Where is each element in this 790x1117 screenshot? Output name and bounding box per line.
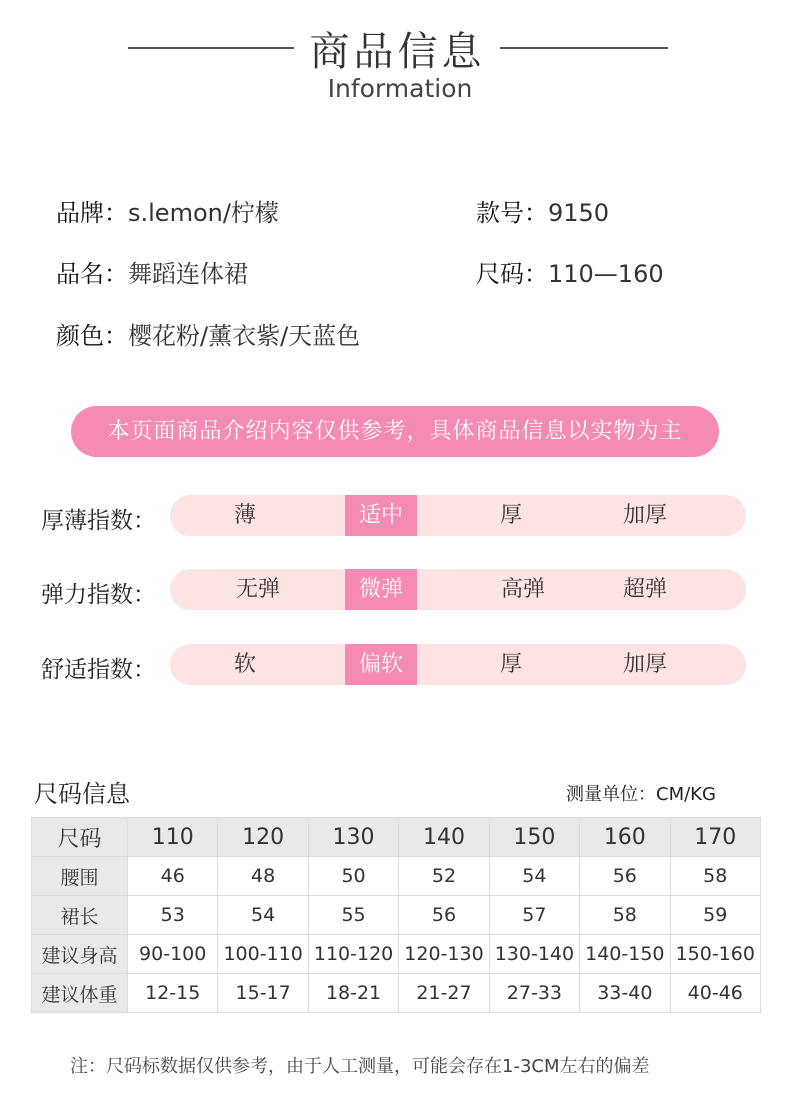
brand-value: s.lemon/柠檬 xyxy=(128,199,279,227)
header-cell: 160 xyxy=(580,818,670,857)
comfort-option-extra-thick: 加厚 xyxy=(622,652,667,677)
header-cell: 150 xyxy=(489,818,579,857)
table-cell: 55 xyxy=(308,896,398,935)
table-cell: 120-130 xyxy=(399,935,489,974)
comfort-index-bar xyxy=(170,644,746,685)
notice-banner: 本页面商品介绍内容仅供参考，具体商品信息以实物为主 xyxy=(71,406,719,457)
table-cell: 27-33 xyxy=(489,974,579,1013)
table-cell: 40-46 xyxy=(670,974,760,1013)
measurement-unit: 测量单位：CM/KG xyxy=(566,784,716,805)
thickness-option-medium: 适中 xyxy=(345,495,417,536)
size-label: 尺码： xyxy=(476,260,548,288)
thickness-index-label: 厚薄指数： xyxy=(41,508,156,534)
table-cell: 21-27 xyxy=(399,974,489,1013)
table-cell: 50 xyxy=(308,857,398,896)
table-cell: 18-21 xyxy=(308,974,398,1013)
table-cell: 150-160 xyxy=(670,935,760,974)
size-footnote: 注：尺码标数据仅供参考，由于人工测量，可能会存在1-3CM左右的偏差 xyxy=(70,1056,650,1077)
table-cell: 52 xyxy=(399,857,489,896)
thickness-option-thin: 薄 xyxy=(233,503,256,528)
header-cell: 尺码 xyxy=(32,818,128,857)
info-name xyxy=(56,254,248,289)
page-title: 商品信息 xyxy=(309,29,486,75)
info-size xyxy=(476,254,664,289)
header-cell: 110 xyxy=(128,818,218,857)
table-cell: 58 xyxy=(580,896,670,935)
comfort-option-thick: 厚 xyxy=(499,652,522,677)
table-cell: 57 xyxy=(489,896,579,935)
elasticity-option-high: 高弹 xyxy=(500,577,545,602)
table-cell: 54 xyxy=(489,857,579,896)
color-value: 樱花粉/薰衣紫/天蓝色 xyxy=(128,322,361,350)
style-label: 款号： xyxy=(476,199,548,227)
table-cell: 100-110 xyxy=(218,935,308,974)
size-table-header-row xyxy=(32,818,761,857)
table-cell: 56 xyxy=(580,857,670,896)
elasticity-option-slight: 微弹 xyxy=(345,569,417,610)
header-cell: 130 xyxy=(308,818,398,857)
table-cell: 59 xyxy=(670,896,760,935)
comfort-option-soft: 软 xyxy=(233,652,256,677)
header-cell: 170 xyxy=(670,818,760,857)
row-label: 腰围 xyxy=(32,857,128,896)
elasticity-option-super: 超弹 xyxy=(622,577,667,602)
header-cell: 140 xyxy=(399,818,489,857)
table-cell: 140-150 xyxy=(580,935,670,974)
thickness-option-thick: 厚 xyxy=(499,503,522,528)
info-color xyxy=(56,316,360,351)
table-row xyxy=(32,935,761,974)
table-cell: 58 xyxy=(670,857,760,896)
name-value: 舞蹈连体裙 xyxy=(128,260,248,288)
table-cell: 90-100 xyxy=(128,935,218,974)
name-label: 品名： xyxy=(56,260,128,288)
table-row xyxy=(32,896,761,935)
table-cell: 15-17 xyxy=(218,974,308,1013)
header-line-left xyxy=(128,47,294,49)
table-cell: 48 xyxy=(218,857,308,896)
table-cell: 46 xyxy=(128,857,218,896)
size-value: 110—160 xyxy=(548,260,664,288)
table-row xyxy=(32,974,761,1013)
elasticity-option-none: 无弹 xyxy=(235,577,280,602)
elasticity-index-bar xyxy=(170,569,746,610)
table-cell: 110-120 xyxy=(308,935,398,974)
size-table xyxy=(31,817,761,1013)
row-label: 建议身高 xyxy=(32,935,128,974)
table-row xyxy=(32,857,761,896)
header-line-right xyxy=(500,47,668,49)
color-label: 颜色： xyxy=(56,322,128,350)
table-cell: 33-40 xyxy=(580,974,670,1013)
brand-label: 品牌： xyxy=(56,199,128,227)
table-cell: 53 xyxy=(128,896,218,935)
table-cell: 56 xyxy=(399,896,489,935)
elasticity-index-label: 弹力指数： xyxy=(41,582,156,608)
info-style xyxy=(476,193,609,228)
row-label: 建议体重 xyxy=(32,974,128,1013)
thickness-option-extra-thick: 加厚 xyxy=(622,503,667,528)
table-cell: 54 xyxy=(218,896,308,935)
row-label: 裙长 xyxy=(32,896,128,935)
comfort-option-slightly-soft: 偏软 xyxy=(345,644,417,685)
comfort-index-label: 舒适指数： xyxy=(41,657,156,683)
table-cell: 130-140 xyxy=(489,935,579,974)
page-subtitle: Information xyxy=(327,74,473,103)
thickness-index-bar xyxy=(170,495,746,536)
style-value: 9150 xyxy=(548,199,610,227)
info-brand xyxy=(56,193,279,228)
size-section-title: 尺码信息 xyxy=(34,780,130,808)
header-cell: 120 xyxy=(218,818,308,857)
table-cell: 12-15 xyxy=(128,974,218,1013)
